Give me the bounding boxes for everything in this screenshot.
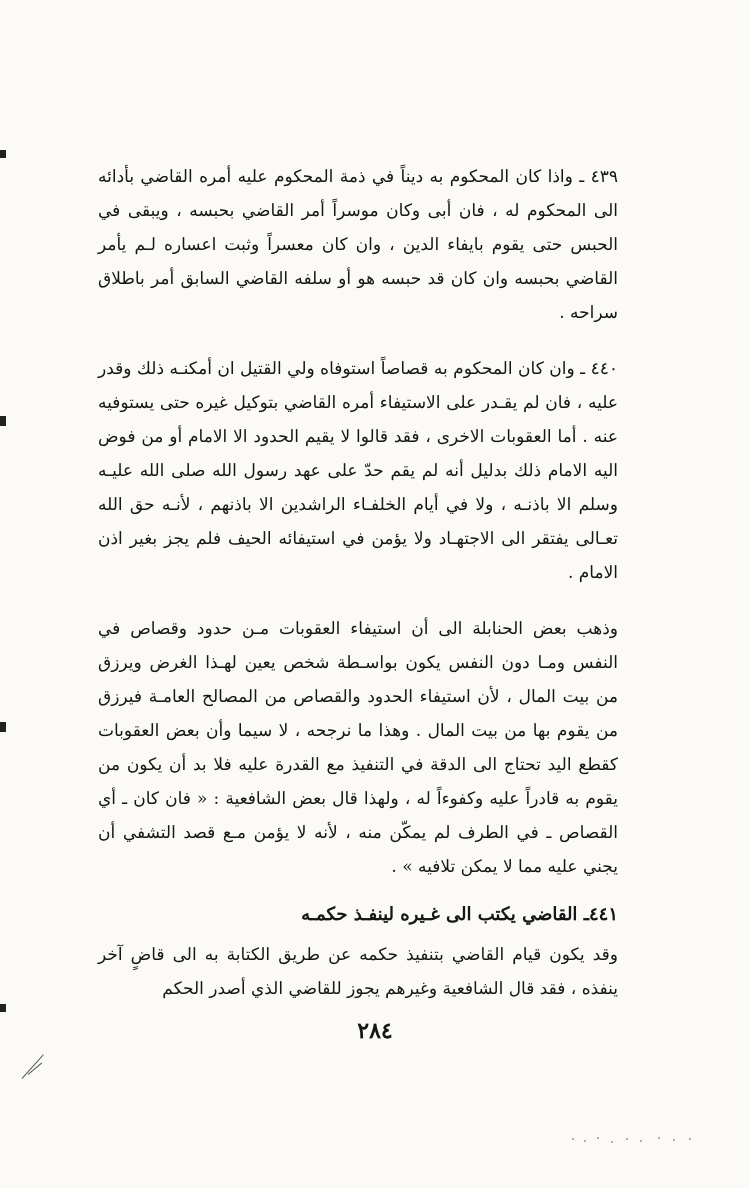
paragraph-441: وقد يكون قيام القاضي بتنفيذ حكمه عن طريق الكتابة به الى قاضٍ آخر ينفذه ، فقد قال الشافعية وغيرهم يجوز للقاضي الذي أصدر الحكم	[98, 945, 618, 999]
paragraph-hanbali-opinion: وذهب بعض الحنابلة الى أن استيفاء العقوبات مـن حدود وقصاص في النفس ومـا دون النفس يكون بواسـطة شخص يعين لهـذا الغرض ويرزق من بيت المال ، لأن استيفاء الحدود والقصاص من المصالح العامـة فيرزق من يقوم بها من بيت المال . وهذا ما نرجحه ، لا سيما وأن بعض العقوبات كقطع اليد تحتاج الى الدقة في التنفيذ مع القدرة عليه فلا بد أن يكون من يقوم به قادراً عليه وكفوءاً له ، ولهذا قال بعض الشافعية : « فان كان ـ أي القصاص ـ في الطرف لم يمكّن منه ، لأنه لا يؤمن مـع قصد التشفي أن يجني عليه مما لا يمكن تلافيه » .	[98, 619, 618, 877]
paragraph-439: ٤٣٩ ـ واذا كان المحكوم به ديناً في ذمة المحكوم عليه أمره القاضي بأدائه الى المحكوم له ، فان أبى وكان موسراً أمر القاضي بحبسه ، ويبقى في الحبس حتى يقوم بايفاء الدين ، وان كان معسراً وثبت اعساره لـم يأمر القاضي بحبسه وان كان قد حبسه هو أو سلفه القاضي السابق أمر باطلاق سراحه .	[98, 167, 618, 323]
scan-noise	[570, 1135, 700, 1145]
section-heading-441: ٤٤١ـ القاضي يكتب الى غـيره لينفـذ حكمـه	[301, 904, 618, 925]
scan-edge-mark	[0, 722, 6, 732]
scan-edge-mark	[0, 150, 6, 158]
paragraph-440: ٤٤٠ ـ وان كان المحكوم به قصاصاً استوفاه ولي القتيل ان أمكنـه ذلك وقدر عليه ، فان لم يقـدر على الاستيفاء أمره القاضي بتوكيل غيره حتى يستوفيه عنه . أما العقوبات الاخرى ، فقد قالوا لا يقيم الحدود الا الامام أو من فوض اليه الامام ذلك بدليل أنه لم يقم حدّ على عهد رسول الله صلى الله عليـه وسلم الا باذنـه ، ولا في أيام الخلفـاء الراشدين الا باذنهم ، لأنـه حق الله تعـالى يفتقر الى الاجتهـاد ولا يؤمن في استيفائه الحيف فلم يجز بغير اذن الامام .	[98, 359, 618, 583]
page-body	[98, 160, 618, 1006]
page-number: ٢٨٤	[357, 1018, 393, 1044]
pencil-scratch	[22, 1054, 44, 1078]
scan-edge-mark	[0, 416, 6, 426]
scan-edge-mark	[0, 1004, 6, 1012]
